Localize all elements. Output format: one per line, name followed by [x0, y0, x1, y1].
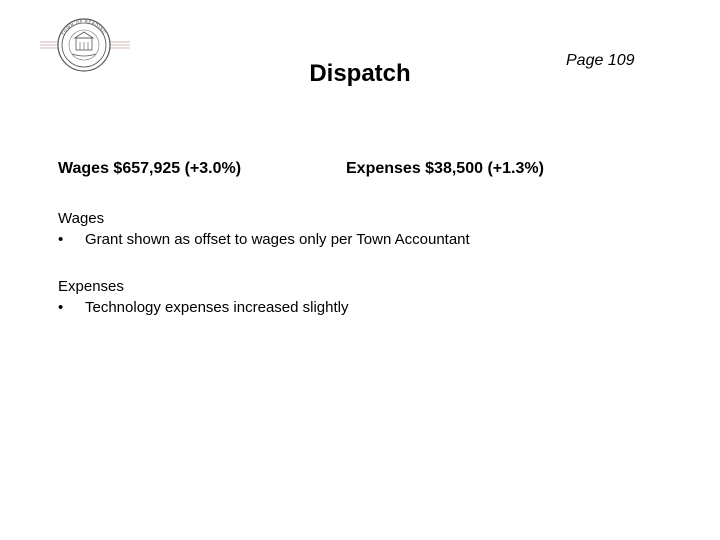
- wages-bullet-list: [58, 231, 470, 248]
- seal-ring-text: TOWN OF READING: [60, 18, 107, 37]
- expenses-bullet-list: [58, 299, 349, 316]
- list-item: [58, 299, 349, 316]
- bullet-icon: •: [58, 231, 64, 248]
- bullet-icon: •: [58, 299, 64, 316]
- page-number: Page 109: [566, 52, 635, 69]
- page-title: Dispatch: [309, 60, 411, 87]
- wages-heading: Wages: [58, 210, 105, 227]
- expenses-heading: Expenses: [58, 278, 124, 295]
- list-item: [58, 231, 470, 248]
- wages-summary: Wages $657,925 (+3.0%): [58, 160, 242, 177]
- expenses-summary: Expenses $38,500 (+1.3%): [346, 160, 544, 177]
- expenses-section: [58, 278, 349, 316]
- bullet-text: Grant shown as offset to wages only per Town Accountant: [85, 231, 470, 248]
- bullet-text: Technology expenses increased slightly: [85, 299, 349, 316]
- wages-section: [58, 210, 470, 248]
